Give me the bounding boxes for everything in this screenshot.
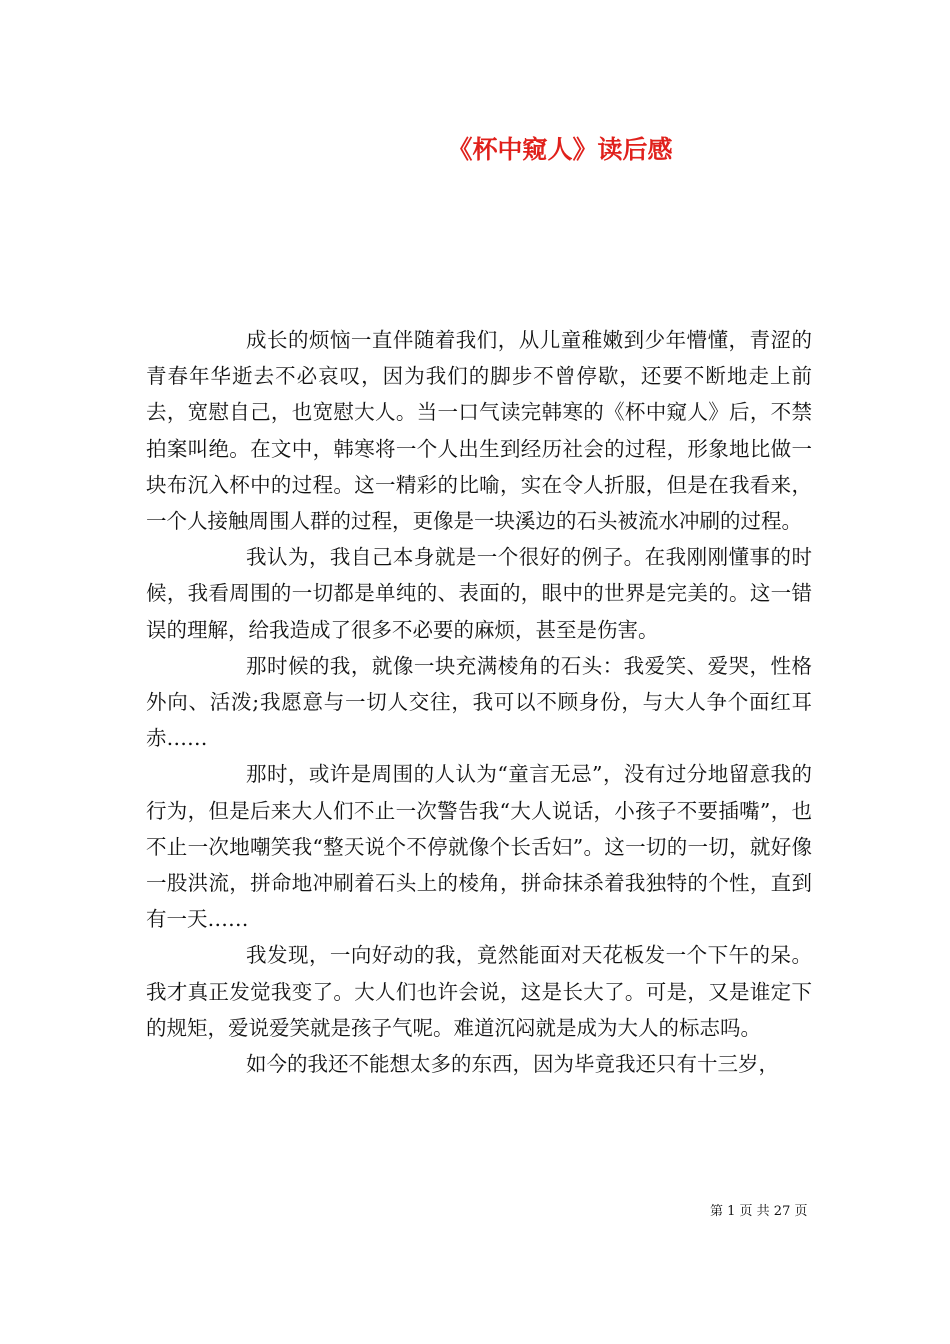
paragraph-5: 我发现，一向好动的我，竟然能面对天花板发一个下午的呆。我才真正发觉我变了。大人们也许会说，这是长大了。可是，又是谁定下的规矩，爱说爱笑就是孩子气呢。难道沉闷就是成为大人的标志吗。 xyxy=(146,943,812,1040)
paragraph-6: 如今的我还不能想太多的东西，因为毕竟我还只有十三岁， xyxy=(246,1052,779,1077)
paragraph-3: 那时候的我，就像一块充满棱角的石头：我爱笑、爱哭，性格外向、活泼;我愿意与一切人交往，我可以不顾身份，与大人争个面红耳赤…… xyxy=(146,653,812,751)
page-number: 第 1 页 共 27 页 xyxy=(710,1204,808,1219)
paragraph-2: 我认为，我自己本身就是一个很好的例子。在我刚刚懂事的时候，我看周围的一切都是单纯的、表面的，眼中的世界是完美的。这一错误的理解，给我造成了很多不必要的麻烦，甚至是伤害。 xyxy=(146,545,812,642)
paragraph-4: 那时，或许是周围的人认为“童言无忌”，没有过分地留意我的行为，但是后来大人们不止一次警告我“大人说话，小孩子不要插嘴”，也不止一次地嘲笑我“整天说个不停就像个长舌妇”。这一切的一切，就好像一股洪流，拼命地冲刷着石头上的棱角，拼命抹杀着我独特的个性，直到有一天…… xyxy=(146,762,812,932)
document-body xyxy=(146,322,812,1082)
paragraph-1: 成长的烦恼一直伴随着我们，从儿童稚嫩到少年懵懂，青涩的青春年华逝去不必哀叹，因为我们的脚步不曾停歇，还要不断地走上前去，宽慰自己，也宽慰大人。当一口气读完韩寒的《杯中窥人》后，不禁拍案叫绝。在文中，韩寒将一个人出生到经历社会的过程，形象地比做一块布沉入杯中的过程。这一精彩的比喻，实在令人折服，但是在我看来，一个人接触周围人群的过程，更像是一块溪边的石头被流水冲刷的过程。 xyxy=(146,328,812,534)
document-title: 《杯中窥人》读后感 xyxy=(447,135,673,164)
